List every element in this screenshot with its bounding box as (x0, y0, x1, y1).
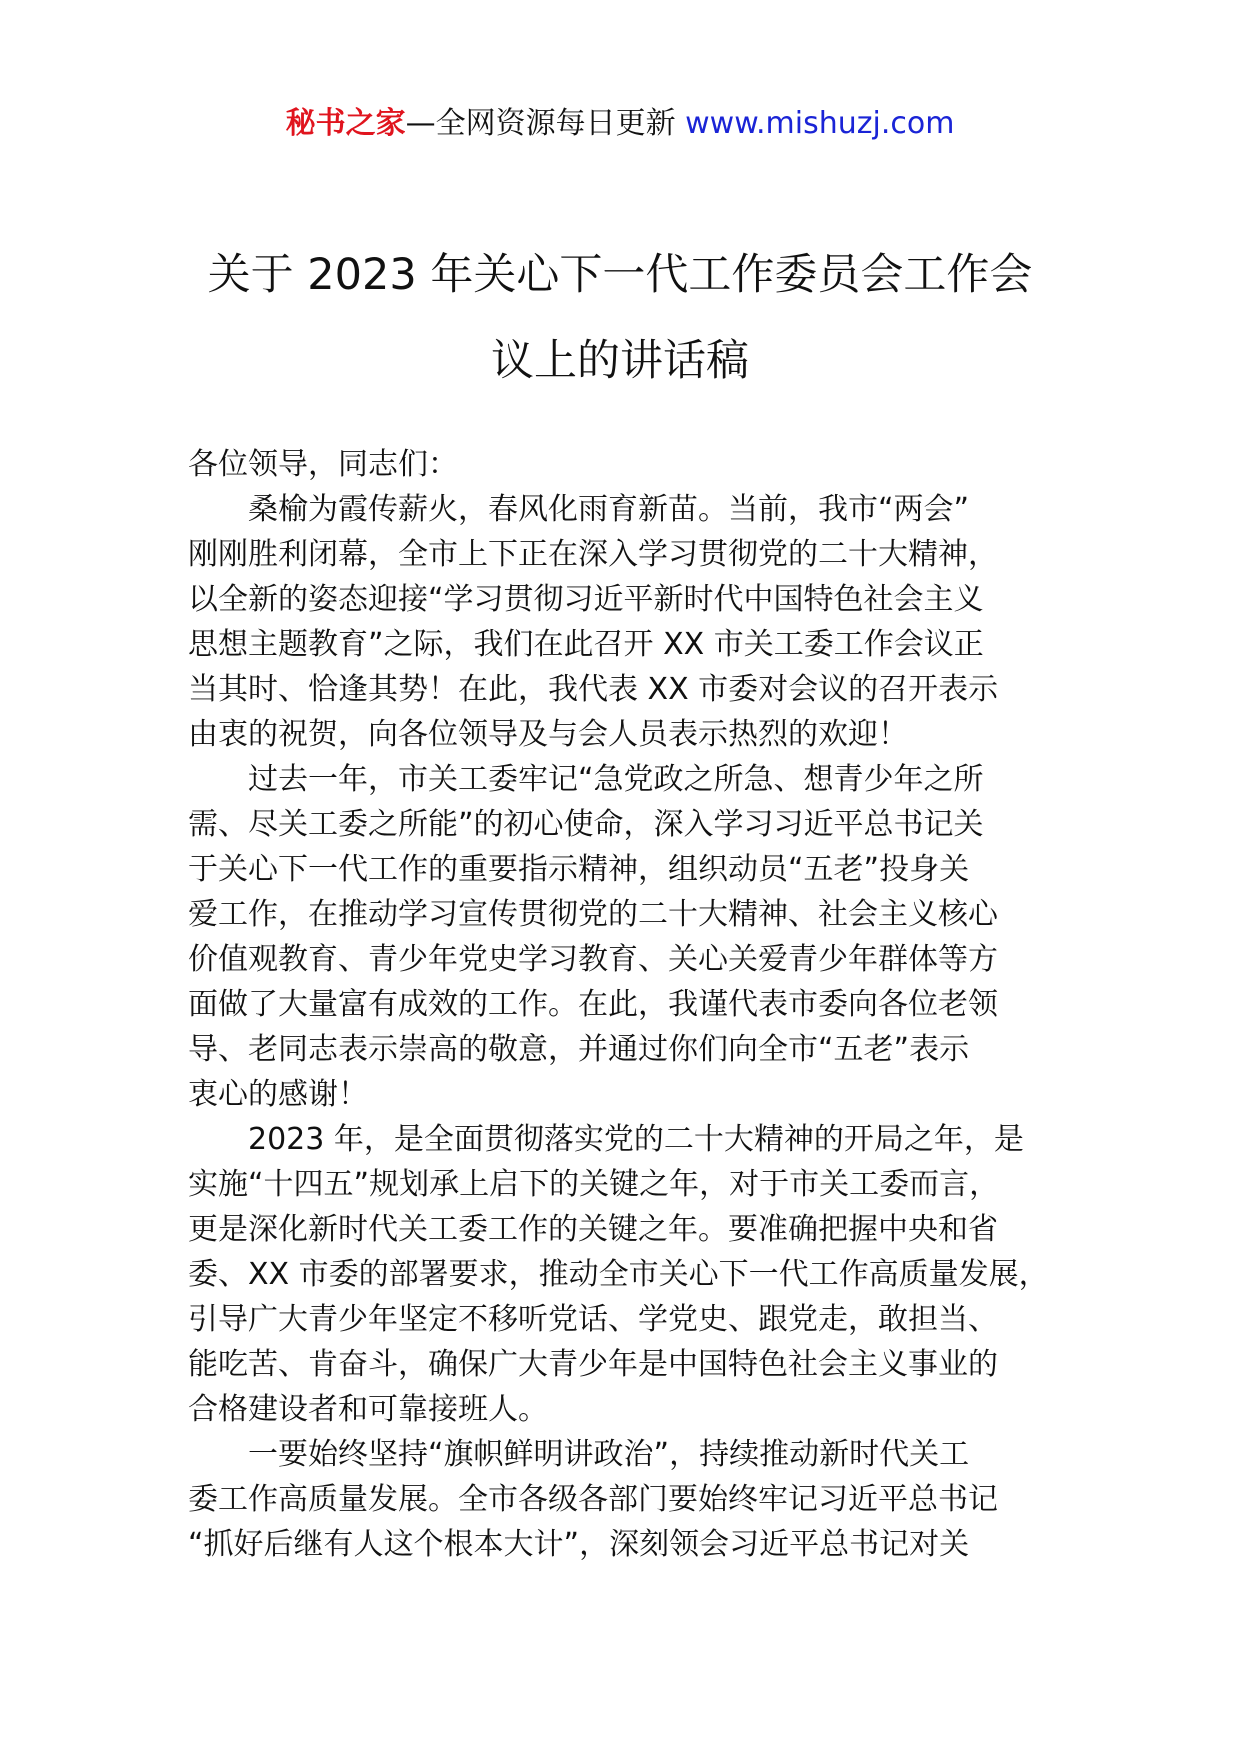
body-text-line: 当其时、恰逢其势！在此，我代表 XX 市委对会议的召开表示 (188, 672, 999, 707)
body-text-line: 实施“十四五”规划承上启下的关键之年，对于市关工委而言， (188, 1167, 1000, 1202)
body-text-line: 2023 年，是全面贯彻落实党的二十大精神的开局之年，是 (248, 1122, 1024, 1157)
body-text-line: 能吃苦、肯奋斗，确保广大青少年是中国特色社会主义事业的 (188, 1347, 998, 1382)
body-text-line: 刚刚胜利闭幕，全市上下正在深入学习贯彻党的二十大精神， (188, 537, 998, 572)
body-text-line: 爱工作，在推动学习宣传贯彻党的二十大精神、社会主义核心 (188, 897, 998, 932)
body-text-line: 面做了大量富有成效的工作。在此，我谨代表市委向各位老领 (188, 987, 998, 1022)
title-line: 议上的讲话稿 (491, 336, 749, 386)
body-text-line: 桑榆为霞传薪火，春风化雨育新苗。当前，我市“两会” (248, 492, 970, 527)
body-text-line: 以全新的姿态迎接“学习贯彻习近平新时代中国特色社会主义 (188, 582, 984, 617)
body-text-line: 价值观教育、青少年党史学习教育、关心关爱青少年群体等方 (188, 942, 998, 977)
body-text-line: 于关心下一代工作的重要指示精神，组织动员“五老”投身关 (188, 852, 970, 887)
body-text-line: 导、老同志表示崇高的敬意，并通过你们向全市“五老”表示 (188, 1032, 970, 1067)
body-text-line: 合格建设者和可靠接班人。 (188, 1392, 548, 1427)
title-line: 关于 2023 年关心下一代工作委员会工作会 (207, 250, 1033, 300)
site-header (0, 104, 1240, 144)
body-text-line: 更是深化新时代关工委工作的关键之年。要准确把握中央和省 (188, 1212, 998, 1247)
body-text-line: 委、XX 市委的部署要求，推动全市关心下一代工作高质量发展， (188, 1257, 1049, 1292)
body-text-line: 各位领导，同志们： (188, 447, 458, 482)
body-text-line: 由衷的祝贺，向各位领导及与会人员表示热烈的欢迎！ (188, 717, 908, 752)
body-text-line: 引导广大青少年坚定不移听党话、学党史、跟党走，敢担当、 (188, 1302, 998, 1337)
brand-name: 秘书之家 (285, 106, 406, 141)
body-text-line: 过去一年，市关工委牢记“急党政之所急、想青少年之所 (248, 762, 984, 797)
body-text-line: 一要始终坚持“旗帜鲜明讲政治”，持续推动新时代关工 (248, 1437, 970, 1472)
header-tagline: —全网资源每日更新 (405, 106, 686, 141)
body-text-line: 思想主题教育”之际，我们在此召开 XX 市关工委工作会议正 (188, 627, 984, 662)
document-title (150, 232, 1090, 404)
site-url-link[interactable]: www.mishuzj.com (685, 106, 955, 141)
body-text-line: “抓好后继有人这个根本大计”，深刻领会习近平总书记对关 (188, 1527, 970, 1562)
body-text-line: 衷心的感谢！ (188, 1077, 368, 1112)
body-text-line: 委工作高质量发展。全市各级各部门要始终牢记习近平总书记 (188, 1482, 998, 1517)
body-text-line: 需、尽关工委之所能”的初心使命，深入学习习近平总书记关 (188, 807, 984, 842)
document-body (188, 442, 1088, 1567)
